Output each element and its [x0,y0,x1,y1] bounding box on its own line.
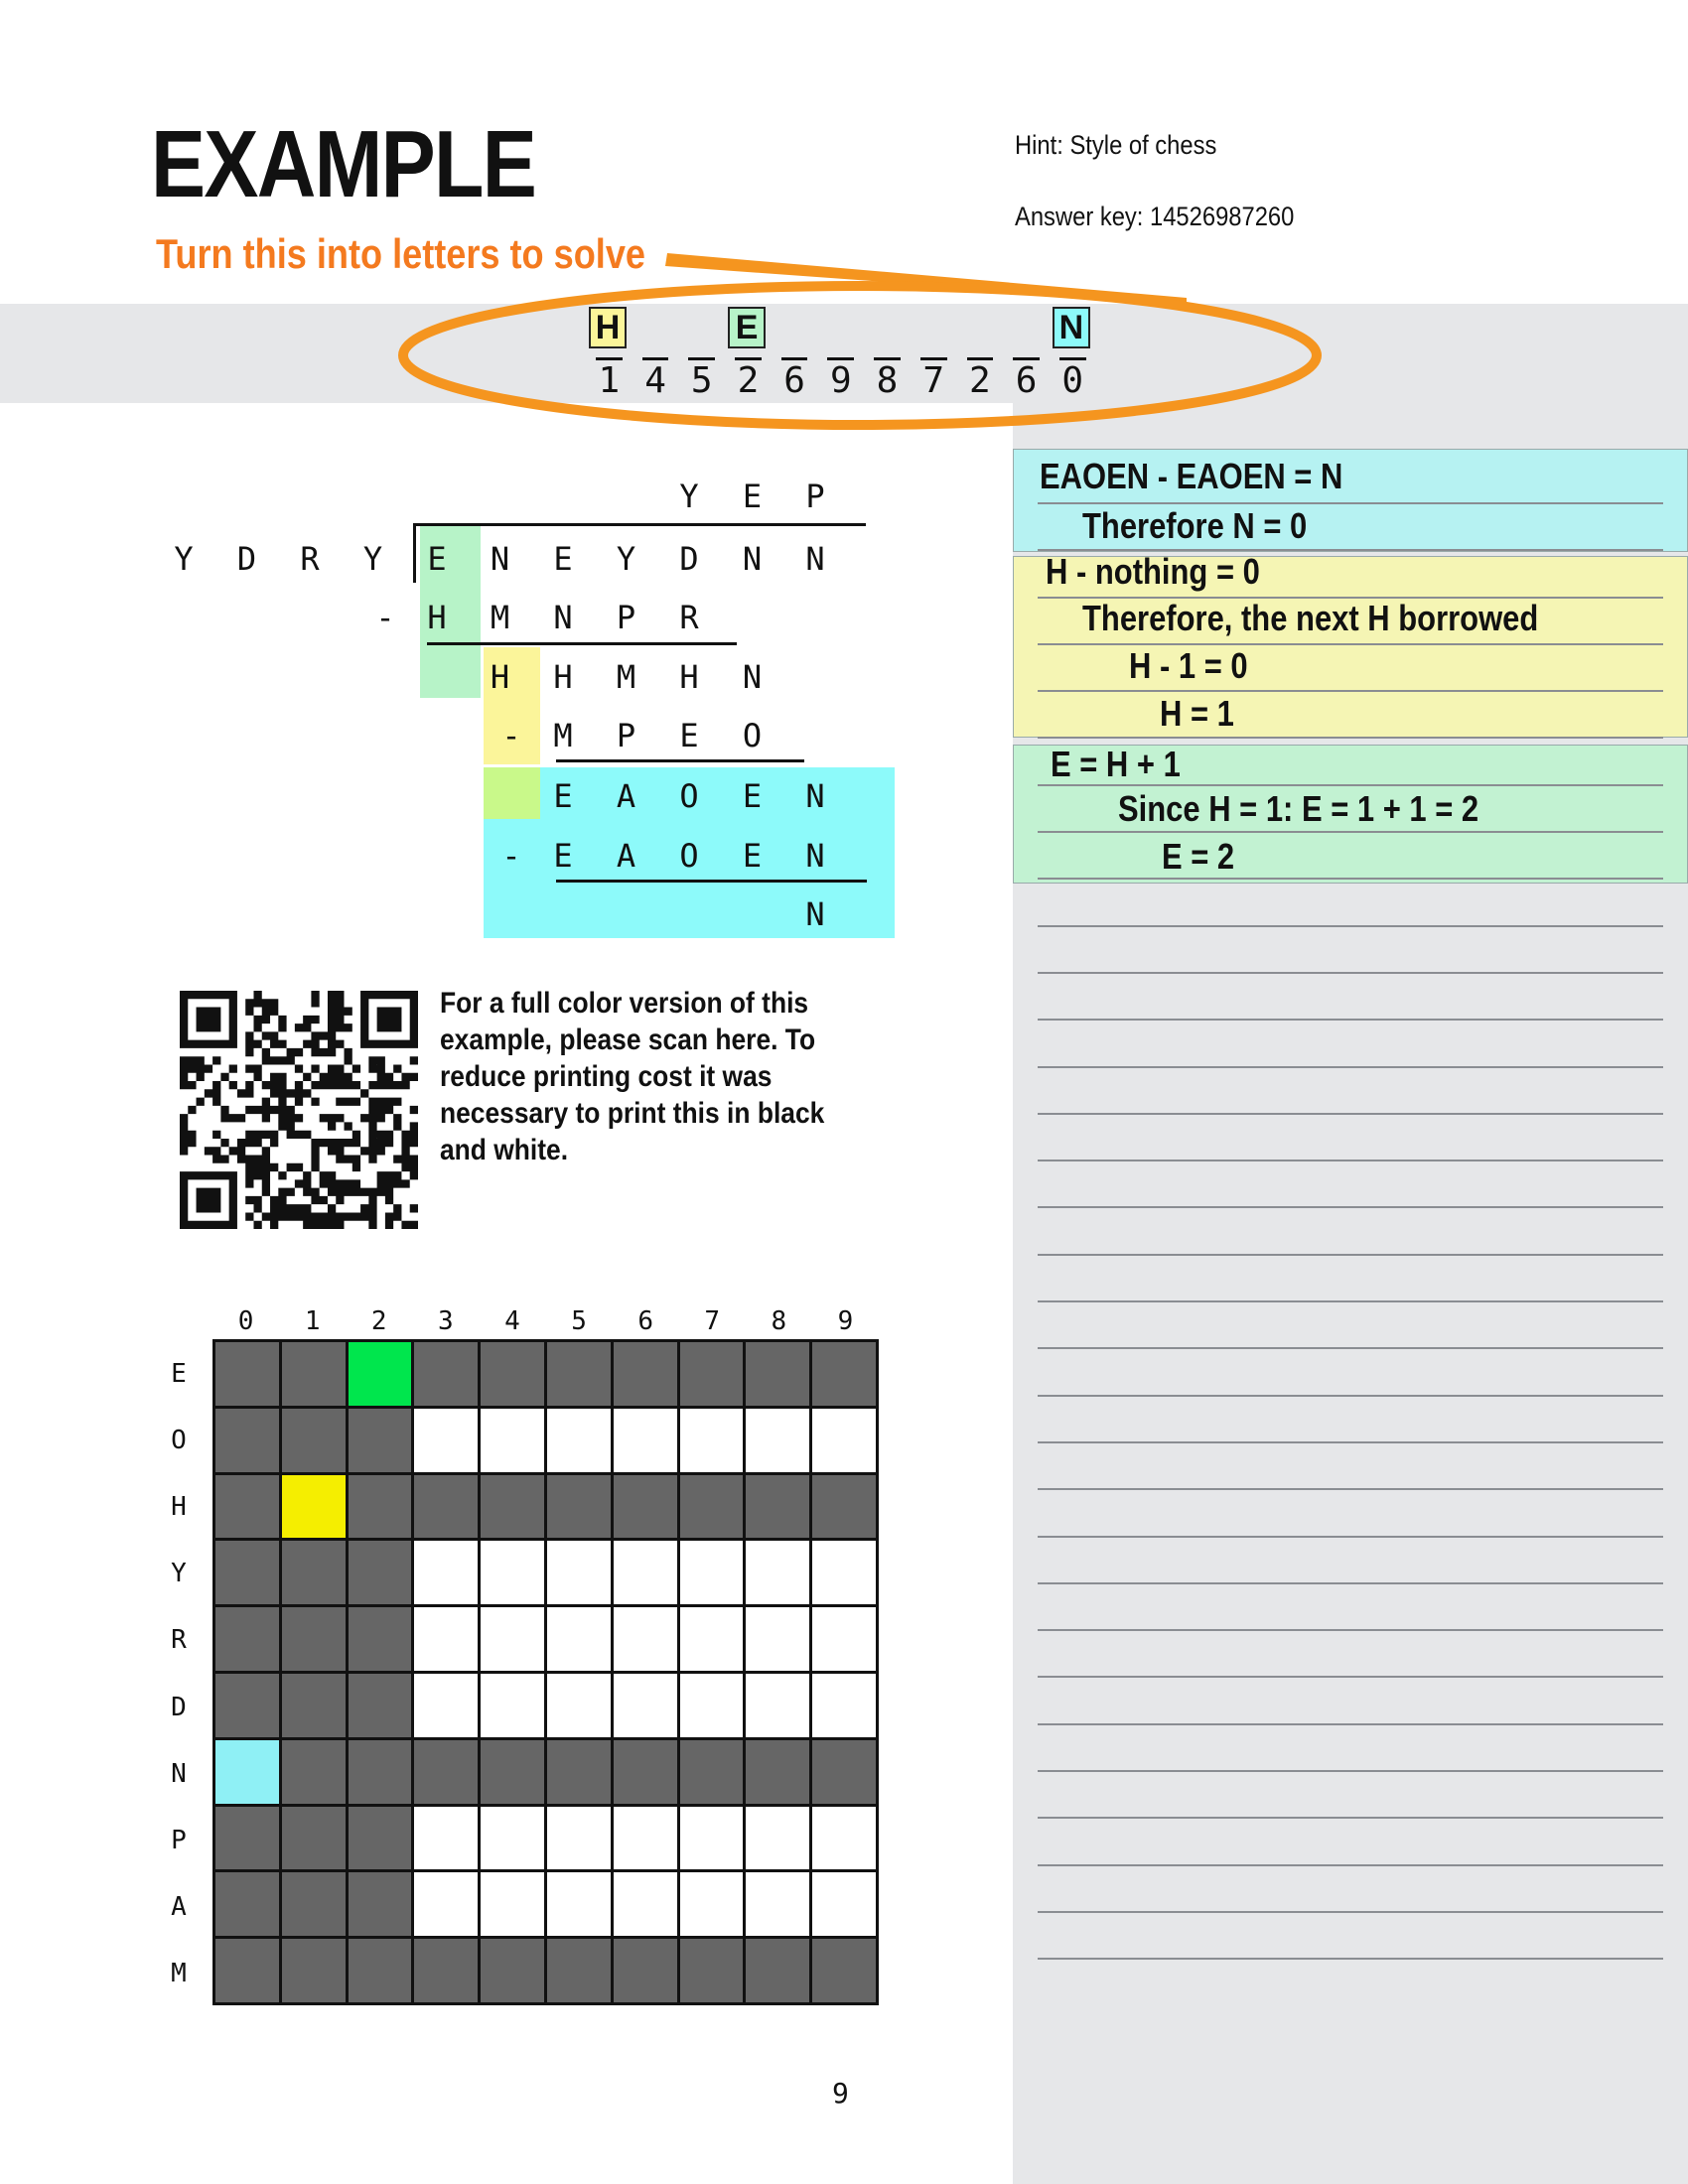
ruled-line [1038,1160,1663,1161]
digit-value: 8 [876,360,899,401]
step-letter: H [553,658,573,696]
grid-cell[interactable] [746,1740,809,1804]
grid-cell[interactable] [812,1939,876,2002]
dividend-letter: N [805,540,825,578]
step-letter: O [679,777,699,815]
divisor-letter: Y [174,540,194,578]
grid-column-header: 0 [237,1306,254,1336]
grid-cell[interactable] [680,1939,744,2002]
step-letter: O [679,837,699,875]
grid-cell[interactable] [215,1939,279,2002]
note-line: H - nothing = 0 [1046,551,1260,592]
step-letter: N [805,895,825,933]
divisor-letter: Y [362,540,383,578]
ruled-line [1038,690,1663,692]
grid-cell[interactable] [414,1541,478,1604]
grid-cell[interactable] [215,1475,279,1539]
grid-cell[interactable] [547,1674,611,1737]
digit-value: 7 [922,360,944,401]
division-bar [415,523,866,526]
grid-cell[interactable] [414,1674,478,1737]
grid-cell[interactable] [282,1409,346,1472]
step-letter: P [616,717,636,754]
ruled-line [1038,878,1663,880]
grid-column-header: 3 [438,1306,454,1336]
grid-cell[interactable] [349,1674,412,1737]
dividend-letter: N [742,540,763,578]
answer-digit [1050,309,1096,401]
grid-cell[interactable] [215,1541,279,1604]
grid-cell[interactable] [282,1807,346,1870]
highlight-lime [484,767,540,819]
grid-cell[interactable] [349,1475,412,1539]
grid-cell[interactable] [812,1342,876,1406]
grid-cell[interactable] [481,1740,544,1804]
digit-value: 0 [1061,360,1084,401]
digit-value: 9 [829,360,852,401]
ruled-line [1038,502,1663,504]
grid-cell[interactable] [812,1607,876,1671]
grid-cell[interactable] [282,1872,346,1936]
grid-cell[interactable] [812,1872,876,1936]
quotient-letter: E [742,478,763,515]
ruled-line [1038,1441,1663,1443]
step-letter: E [742,777,763,815]
grid-cell[interactable] [414,1342,478,1406]
step-letter: O [742,717,763,754]
grid-cell[interactable] [812,1674,876,1737]
ruled-line [1038,1019,1663,1021]
grid-column-header: 1 [304,1306,321,1336]
step-letter: N [805,837,825,875]
grid-cell[interactable] [414,1409,478,1472]
grid-row-header: N [171,1758,187,1789]
grid-cell[interactable] [812,1475,876,1539]
step-letter: E [553,837,573,875]
ruled-line [1038,1817,1663,1819]
ruled-line [1038,1488,1663,1490]
grid-cell[interactable] [680,1807,744,1870]
digit-value: 4 [644,360,666,401]
page-subtitle: Turn this into letters to solve [156,230,646,277]
ruled-line [1038,643,1663,645]
revealed-letter: E [728,307,766,348]
grid-column-header: 9 [837,1306,854,1336]
ruled-line [1038,1254,1663,1256]
ruled-line [1038,1395,1663,1397]
ruled-line [1038,1723,1663,1725]
ruled-line [1038,1582,1663,1584]
grid-cell[interactable] [481,1541,544,1604]
quotient-letter: Y [679,478,699,515]
step-letter: M [553,717,573,754]
grid-cell[interactable] [746,1475,809,1539]
note-line: EAOEN - EAOEN = N [1040,456,1343,496]
highlight-cyan [540,767,895,938]
grid-cell[interactable] [614,1475,677,1539]
step-letter: E [679,717,699,754]
grid-column-header: 8 [771,1306,787,1336]
ruled-line [1038,1113,1663,1115]
grid-cell[interactable] [282,1939,346,2002]
ruled-line [1038,1770,1663,1772]
grid-column-header: 4 [504,1306,520,1336]
step-letter: N [553,599,573,636]
dividend-letter: Y [616,540,636,578]
grid-cell[interactable] [481,1475,544,1539]
grid-cell[interactable] [746,1607,809,1671]
digit-overline [1059,357,1086,360]
grid-cell[interactable] [680,1607,744,1671]
long-division [0,0,993,953]
grid-row-header: H [171,1492,187,1523]
note-line: Therefore, the next H borrowed [1082,598,1539,638]
grid-cell[interactable] [414,1939,478,2002]
grid-cell[interactable] [282,1674,346,1737]
dividend-letter: N [490,540,510,578]
grid-row-header: M [171,1958,187,1988]
digit-value: 2 [969,360,991,401]
grid-cell[interactable] [746,1807,809,1870]
page-title: EXAMPLE [151,111,536,217]
note-line: Therefore N = 0 [1082,505,1308,546]
step-letter: N [805,777,825,815]
grid-cell[interactable] [614,1409,677,1472]
grid-cell[interactable] [481,1872,544,1936]
note-line: Since H = 1: E = 1 + 1 = 2 [1118,788,1479,829]
ruled-line [1038,925,1663,927]
dividend-letter: E [553,540,573,578]
logic-grid [212,1339,879,2005]
grid-column-header: 6 [637,1306,653,1336]
answer-key-text: Answer key: 14526987260 [1015,202,1295,231]
grid-cell[interactable] [414,1607,478,1671]
grid-column-header: 2 [370,1306,387,1336]
ruled-line [1038,1911,1663,1913]
grid-cell[interactable] [349,1872,412,1936]
grid-cell[interactable] [614,1674,677,1737]
grid-cell[interactable] [481,1409,544,1472]
grid-row-header: Y [171,1559,187,1589]
grid-cell[interactable] [282,1342,346,1406]
minus-sign: - [501,837,521,875]
grid-cell[interactable] [680,1342,744,1406]
grid-cell[interactable] [414,1475,478,1539]
ruled-line [1038,1676,1663,1678]
step-letter: H [427,599,447,636]
step-letter: E [553,777,573,815]
ruled-line [1038,597,1663,599]
grid-cell[interactable] [812,1807,876,1870]
digit-value: 6 [1015,360,1038,401]
grid-row-header: R [171,1625,187,1656]
grid-cell[interactable] [614,1541,677,1604]
grid-cell[interactable] [680,1740,744,1804]
minus-sign: - [501,717,521,754]
grid-cell[interactable] [349,1939,412,2002]
ruled-line [1038,972,1663,974]
grid-cell[interactable] [215,1807,279,1870]
grid-column-header: 5 [571,1306,587,1336]
grid-cell[interactable] [680,1409,744,1472]
divisor-letter: R [300,540,320,578]
grid-cell[interactable] [812,1740,876,1804]
grid-cell[interactable] [481,1674,544,1737]
grid-cell[interactable] [547,1939,611,2002]
grid-cell[interactable] [547,1872,611,1936]
ruled-line [1038,1958,1663,1960]
grid-cell[interactable] [812,1541,876,1604]
step-letter: M [616,658,636,696]
grid-cell[interactable] [547,1740,611,1804]
step-letter: R [679,599,699,636]
dividend-letter: E [427,540,447,578]
note-line: H - 1 = 0 [1129,645,1248,686]
divisor-letter: D [236,540,257,578]
grid-row-header: O [171,1426,187,1456]
ruled-line [1038,784,1663,786]
grid-cell[interactable] [481,1807,544,1870]
revealed-letter: N [1053,307,1090,348]
grid-cell[interactable] [215,1872,279,1936]
digit-overline [1013,357,1040,360]
step-letter: M [490,599,510,636]
grid-row-header: E [171,1359,187,1389]
grid-column-header: 7 [704,1306,721,1336]
grid-cell[interactable] [282,1541,346,1604]
step-letter: A [616,837,636,875]
division-bracket [413,523,416,583]
grid-cell[interactable] [614,1342,677,1406]
digit-value: 1 [598,360,621,401]
grid-cell[interactable] [614,1607,677,1671]
step-letter: N [742,658,763,696]
ruled-line [1038,1629,1663,1631]
step-letter: P [616,599,636,636]
grid-cell[interactable] [481,1939,544,2002]
digit-value: 2 [737,360,760,401]
grid-cell[interactable] [282,1740,346,1804]
grid-cell[interactable] [614,1939,677,2002]
grid-cell[interactable] [414,1807,478,1870]
grid-cell[interactable] [614,1740,677,1804]
step-letter: H [490,658,510,696]
grid-cell[interactable] [215,1740,279,1804]
grid-cell[interactable] [614,1807,677,1870]
grid-cell[interactable] [614,1872,677,1936]
grid-cell[interactable] [215,1409,279,1472]
grid-row-header: A [171,1891,187,1922]
grid-cell[interactable] [547,1541,611,1604]
minus-sign: - [375,599,395,636]
revealed-letter: H [589,307,627,348]
hint-text: Hint: Style of chess [1015,130,1217,160]
qr-description: For a full color version of this example, please scan here. To reduce printing cost it was necessary to print this in black and white. [440,987,825,1166]
grid-cell[interactable] [215,1342,279,1406]
grid-cell[interactable] [746,1674,809,1737]
grid-cell[interactable] [746,1939,809,2002]
step-letter: A [616,777,636,815]
grid-cell[interactable] [349,1409,412,1472]
grid-cell[interactable] [282,1607,346,1671]
grid-cell[interactable] [349,1807,412,1870]
grid-cell[interactable] [349,1342,412,1406]
grid-cell[interactable] [215,1674,279,1737]
qr-code[interactable] [180,991,418,1229]
grid-cell[interactable] [349,1541,412,1604]
grid-cell[interactable] [746,1342,809,1406]
grid-cell[interactable] [746,1409,809,1472]
note-line: H = 1 [1160,693,1234,734]
grid-cell[interactable] [547,1607,611,1671]
grid-cell[interactable] [481,1607,544,1671]
ruled-line [1038,1536,1663,1538]
ruled-line [1038,549,1663,551]
quotient-letter: P [805,478,825,515]
grid-cell[interactable] [414,1740,478,1804]
grid-cell[interactable] [349,1740,412,1804]
ruled-line [1038,831,1663,833]
grid-cell[interactable] [680,1541,744,1604]
grid-cell[interactable] [680,1674,744,1737]
page-number: 9 [832,2077,849,2110]
grid-cell[interactable] [547,1807,611,1870]
grid-cell[interactable] [282,1475,346,1539]
grid-cell[interactable] [746,1541,809,1604]
ruled-line [1038,1066,1663,1068]
grid-cell[interactable] [215,1607,279,1671]
grid-cell[interactable] [680,1475,744,1539]
digit-value: 6 [783,360,805,401]
grid-cell[interactable] [349,1607,412,1671]
step-letter: E [742,837,763,875]
ruled-line [1038,737,1663,739]
grid-cell[interactable] [547,1342,611,1406]
step-letter: H [679,658,699,696]
grid-cell[interactable] [547,1475,611,1539]
grid-cell[interactable] [680,1872,744,1936]
grid-cell[interactable] [481,1342,544,1406]
grid-cell[interactable] [414,1872,478,1936]
grid-cell[interactable] [547,1409,611,1472]
note-line: E = H + 1 [1051,744,1181,784]
ruled-line [1038,1206,1663,1208]
grid-row-header: P [171,1825,187,1855]
grid-cell[interactable] [812,1409,876,1472]
dividend-letter: D [679,540,699,578]
ruled-line [1038,1347,1663,1349]
grid-row-header: D [171,1692,187,1722]
answer-digit [1003,347,1050,401]
ruled-line [1038,1864,1663,1866]
grid-cell[interactable] [746,1872,809,1936]
note-line: E = 2 [1162,836,1235,877]
ruled-line [1038,1300,1663,1302]
digit-value: 5 [690,360,713,401]
